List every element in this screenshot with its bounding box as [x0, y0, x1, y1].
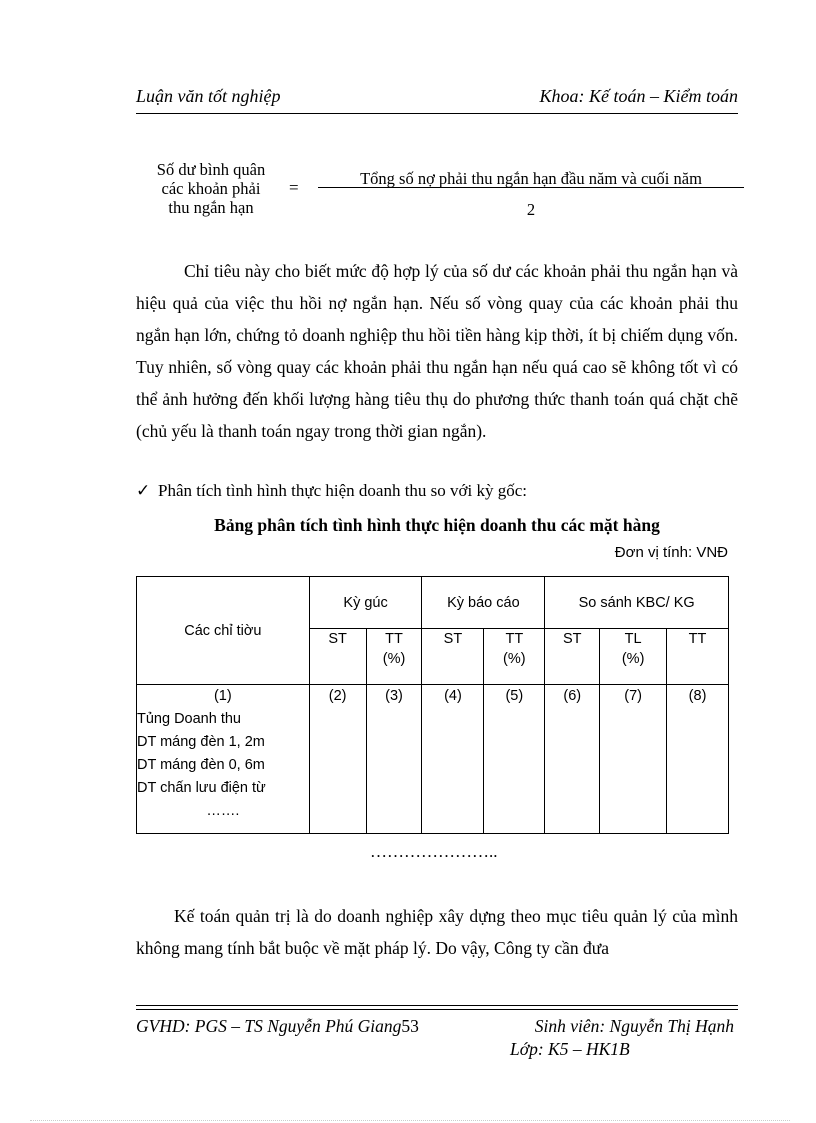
subheader-cell: TT (%) — [484, 629, 545, 685]
subheader-cell: ST — [309, 629, 366, 685]
row-header-cell: Các chỉ tiờu — [137, 577, 310, 685]
index-cell: (3) — [366, 685, 422, 834]
revenue-analysis-table — [136, 576, 729, 834]
table-title: Bảng phân tích tình hình thực hiện doanh thu các mặt hàng — [214, 515, 660, 535]
page-edge — [30, 1120, 790, 1121]
subheader-cell: TT — [667, 629, 729, 685]
check-icon: ✓ — [136, 481, 151, 500]
index-cell: (6) — [545, 685, 600, 834]
header-thesis-title: Luận văn tốt nghiệp — [136, 86, 281, 106]
group-header-report-period: Kỳ báo cáo — [422, 577, 545, 629]
bullet-text: Phân tích tình hình thực hiện doanh thu so với kỳ gốc: — [158, 481, 528, 500]
table-item: DT máng đèn 0, 6m — [137, 757, 265, 773]
index-label: (1) — [213, 688, 232, 704]
table-item: Tủng Doanh thu — [137, 711, 241, 727]
footer-class: Lớp: K5 – HK1B — [510, 1039, 630, 1059]
table-item: ……. — [206, 803, 240, 819]
index-cell: (5) — [484, 685, 545, 834]
body-paragraph-2: Kế toán quản trị là do doanh nghiệp xây dựng theo mục tiêu quản lý của mình không mang tính bắt buộc về mặt pháp lý. Do vậy, Công ty cần đưa — [136, 906, 738, 958]
body-paragraph-1: Chỉ tiêu này cho biết mức độ hợp lý của số dư các khoản phải thu ngắn hạn và hiệu quả của việc thu hồi nợ ngắn hạn. Nếu số vòng quay của các khoản phải thu ngắn hạn lớn, chứng tỏ doanh nghiệp thu hồi tiền hàng kịp thời, ít bị chiếm dụng vốn. Tuy nhiên, số vòng quay các khoản phải thu ngắn hạn nếu quá cao sẽ không tốt vì có thể ảnh hưởng đến khối lượng hàng tiêu thụ do phương thức thanh toán quá chặt chẽ (chủ yếu là thanh toán ngay trong thời gian ngắn). — [136, 261, 738, 441]
index-cell: (4) — [422, 685, 484, 834]
table-item: DT máng đèn 1, 2m — [137, 734, 265, 750]
index-cell: (7) — [600, 685, 667, 834]
formula-left-line: Số dư bình quân — [156, 160, 266, 179]
subheader-cell: TT (%) — [366, 629, 422, 685]
table-item: DT chấn lưu điện từ — [137, 780, 266, 796]
footer-student: Sinh viên: Nguyễn Thị Hạnh — [534, 1016, 734, 1036]
subheader-cell: ST — [422, 629, 484, 685]
bullet-line — [136, 481, 527, 501]
fraction-bar — [318, 187, 744, 188]
footer-rule — [136, 1009, 738, 1010]
table-unit: Đơn vị tính: VNĐ — [614, 544, 728, 561]
group-header-comparison: So sánh KBC/ KG — [545, 577, 729, 629]
footer-advisor: GVHD: PGS – TS Nguyễn Phú Giang53 — [136, 1016, 419, 1036]
page-header — [136, 86, 738, 110]
header-rule — [136, 113, 738, 114]
items-cell — [137, 685, 310, 834]
continuation-dots: ………………….. — [370, 842, 498, 861]
formula-numerator: Tổng số nợ phải thu ngắn hạn đầu năm và cuối năm — [360, 169, 702, 188]
formula-left-side — [136, 160, 286, 217]
formula-left-line: thu ngắn hạn — [168, 198, 254, 217]
footer-rule — [136, 1005, 738, 1006]
page-number: 53 — [401, 1016, 419, 1036]
formula-denominator: 2 — [526, 200, 536, 219]
index-cell: (2) — [309, 685, 366, 834]
header-faculty: Khoa: Kế toán – Kiểm toán — [539, 86, 738, 106]
formula-left-line: các khoản phải — [161, 179, 261, 198]
subheader-cell: TL (%) — [600, 629, 667, 685]
index-cell: (8) — [667, 685, 729, 834]
formula-equals: = — [289, 178, 299, 197]
group-header-base-period: Kỳ gúc — [309, 577, 422, 629]
subheader-cell: ST — [545, 629, 600, 685]
